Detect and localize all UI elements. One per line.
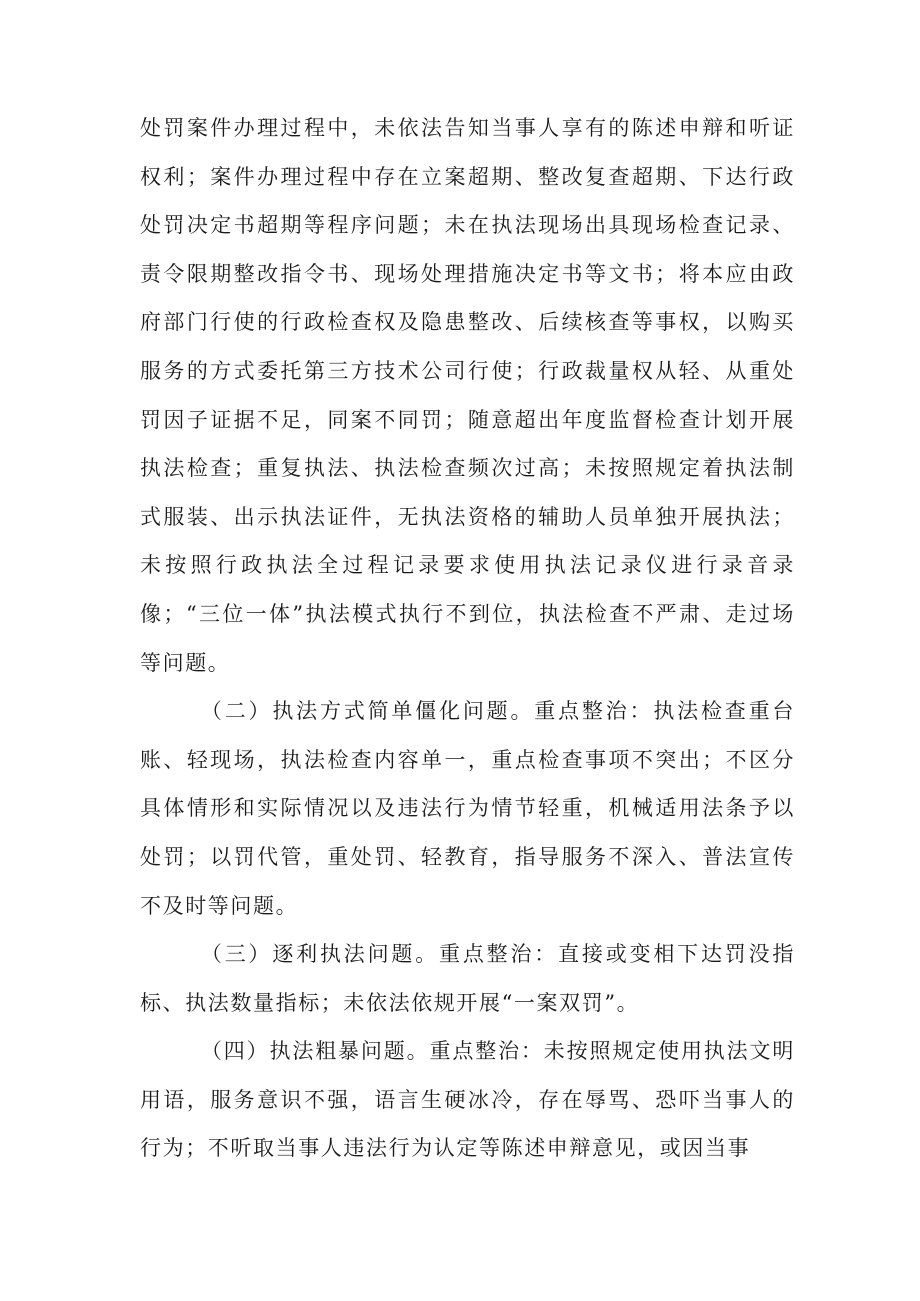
paragraph-section-3: （三）逐利执法问题。重点整治：直接或变相下达罚没指标、执法数量指标；未依法依规开展“一案双罚”。 bbox=[140, 942, 795, 1015]
paragraph-section-2: （二）执法方式简单僵化问题。重点整治：执法检查重台账、轻现场，执法检查内容单一，重点检查事项不突出；不区分具体情形和实际情况以及违法行为情节轻重，机械适用法条予以处罚；以罚代管，重处罚、轻教育，指导服务不深入、普法宣传不及时等问题。 bbox=[140, 699, 795, 918]
paragraph-continuation: 处罚案件办理过程中，未依法告知当事人享有的陈述申辩和听证权利；案件办理过程中存在立案超期、整改复查超期、下达行政处罚决定书超期等程序问题；未在执法现场出具现场检查记录、责令限期整改指令书、现场处理措施决定书等文书；将本应由政府部门行使的行政检查权及隐患整改、后续核查等事权，以购买服务的方式委托第三方技术公司行使；行政裁量权从轻、从重处罚因子证据不足，同案不同罚；随意超出年度监督检查计划开展执法检查；重复执法、执法检查频次过高；未按照规定着执法制式服装、出示执法证件，无执法资格的辅助人员单独开展执法；未按照行政执法全过程记录要求使用执法记录仪进行录音录像；“三位一体”执法模式执行不到位，执法检查不严肃、走过场等问题。 bbox=[140, 116, 795, 675]
paragraph-section-4: （四）执法粗暴问题。重点整治：未按照规定使用执法文明用语，服务意识不强，语言生硬冰冷，存在辱骂、恐吓当事人的行为；不听取当事人违法行为认定等陈述申辩意见，或因当事 bbox=[140, 1039, 795, 1161]
document-body bbox=[140, 104, 795, 1173]
